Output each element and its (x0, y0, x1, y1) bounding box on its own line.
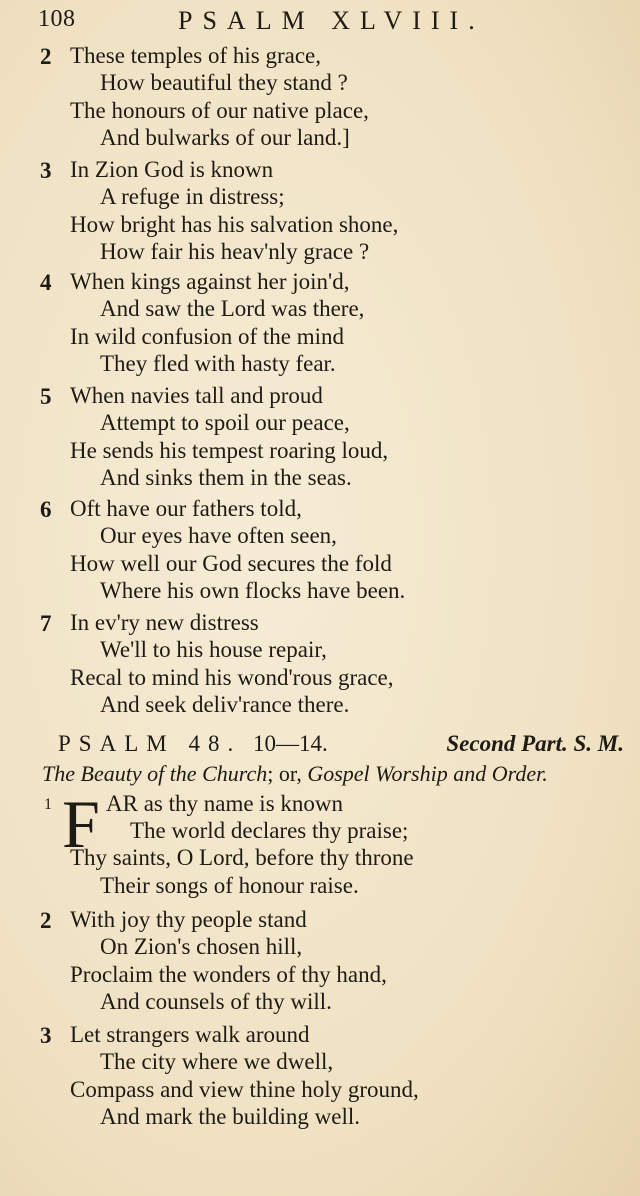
stanza-6 (38, 495, 598, 605)
verse-line: We'll to his house repair, (100, 637, 327, 663)
stanza-number: 2 (40, 908, 52, 933)
stanza-4 (38, 268, 598, 378)
stanza-2-second-part (38, 906, 598, 1016)
verse-line: 2 With joy thy people stand (40, 907, 307, 933)
running-title: PSALM XLVIII. (178, 6, 485, 35)
psalm-number: PSALM 48. (58, 731, 242, 756)
subtitle-part-b: Gospel Worship and Order. (307, 761, 548, 786)
verse-line: And sinks them in the seas. (100, 465, 352, 491)
verse-line: Our eyes have often seen, (100, 523, 337, 549)
stanza-3 (38, 156, 598, 266)
verse-line: Thy saints, O Lord, before thy throne (70, 845, 414, 871)
stanza-3-second-part (38, 1021, 598, 1131)
verse-line: On Zion's chosen hill, (100, 934, 303, 960)
page-header (38, 6, 598, 40)
stanza-number: 2 (40, 44, 52, 69)
stanza-number: 1 (44, 796, 52, 813)
verse-line: How beautiful they stand ? (100, 70, 348, 96)
subtitle-part-a: The Beauty of the Church (42, 761, 268, 786)
verse-line: The honours of our native place, (70, 97, 369, 123)
verse-line: Proclaim the wonders of thy hand, (70, 961, 387, 987)
verse-line: 4 When kings against her join'd, (40, 269, 350, 295)
verse-line: And bulwarks of our land.] (100, 125, 350, 151)
verse-line: AR as thy name is known (106, 791, 344, 816)
hymn-subtitle (42, 761, 622, 787)
verse-line: Recal to mind his wond'rous grace, (70, 664, 394, 690)
verse-line: How fair his heav'nly grace ? (100, 239, 370, 265)
verse-line: And mark the building well. (100, 1104, 360, 1130)
stanza-number: 7 (40, 611, 52, 636)
verse-line: The city where we dwell, (100, 1049, 334, 1075)
verse-line: Attempt to spoil our peace, (100, 410, 350, 436)
stanza-number: 6 (40, 497, 52, 522)
stanza-number: 4 (40, 270, 52, 295)
stanza-number: 5 (40, 384, 52, 409)
verse-line: How bright has his salvation shone, (70, 211, 399, 237)
drop-cap: F (62, 786, 100, 862)
subtitle-separator: ; or, (267, 761, 308, 786)
verse-range: 10—14. (252, 731, 328, 756)
verse-line: He sends his tempest roaring loud, (70, 437, 389, 463)
verse-line: 5 When navies tall and proud (40, 383, 323, 409)
stanza-1-second-part (38, 817, 598, 899)
stanza-number: 3 (40, 1023, 52, 1048)
verse-line: And counsels of thy will. (100, 989, 332, 1015)
verse-line: 3 Let strangers walk around (40, 1022, 310, 1048)
verse-line: The world declares thy praise; (130, 818, 409, 843)
stanza-2 (38, 42, 598, 152)
stanza-5 (38, 382, 598, 492)
verse-line: In wild confusion of the mind (70, 323, 345, 349)
verse-line: Compass and view thine holy ground, (70, 1076, 419, 1102)
stanza-7 (38, 609, 598, 719)
verse-line: They fled with hasty fear. (100, 351, 336, 377)
verse-line: Their songs of honour raise. (100, 872, 359, 898)
verse-line: How well our God secures the fold (70, 550, 392, 576)
part-label: Second Part. S. M. (446, 731, 624, 756)
verse-line: 3 In Zion God is known (40, 157, 274, 183)
verse-line: 7 In ev'ry new distress (40, 610, 259, 636)
second-part-heading (58, 731, 628, 761)
verse-line: And seek deliv'rance there. (100, 692, 350, 718)
verse-line: 2 These temples of his grace, (40, 43, 321, 69)
page-number: 108 (38, 6, 76, 32)
stanza-number: 3 (40, 158, 52, 183)
verse-line: A refuge in distress; (100, 184, 285, 210)
verse-line: Where his own flocks have been. (100, 578, 406, 604)
verse-line: 6 Oft have our fathers told, (40, 496, 302, 522)
verse-line: And saw the Lord was there, (100, 296, 365, 322)
